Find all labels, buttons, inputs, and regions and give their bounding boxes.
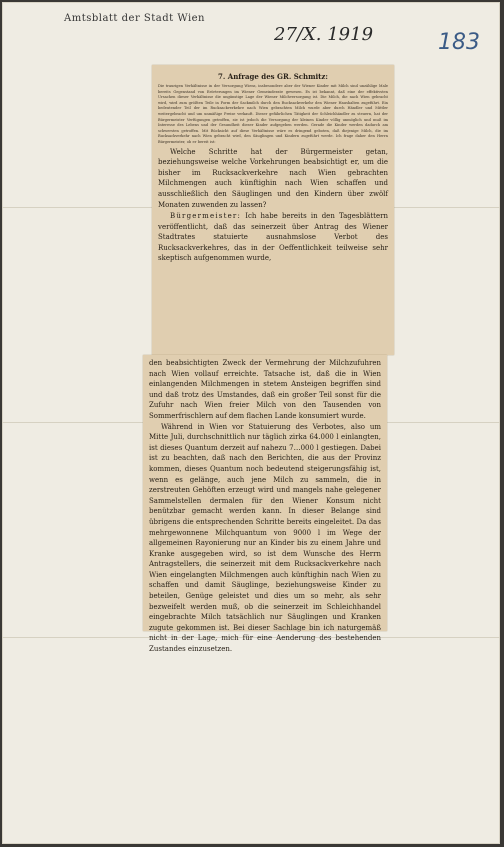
mayor-answer: [158, 211, 388, 264]
clipping-title: 7. Anfrage des GR. Schmitz:: [218, 72, 328, 81]
archive-sheet: [2, 2, 500, 844]
answer-speaker-label: Bürgermeister:: [170, 212, 242, 221]
newspaper-clipping-top: [152, 65, 394, 355]
answer-text: Ich habe bereits in den Tagesblättern veröffentlicht, daß das seinerzeit über Antrag des Wiener Stadtrates statuierte ausnahmslose Verbot des Rucksackverkehres, das in der Oeffentlichkeit teilweise sehr skeptisch aufgenommen wurde,: [158, 212, 388, 263]
answer-continuation: den beabsichtigten Zweck der Vermehrung der Milchzufuhren nach Wien vollauf erreichte. Tatsache ist, daß die in Wien einlangenden Milchmengen in stetem Ansteigen begriffen sind und daß trotz des Umstandes, daß ein großer Teil sonst für die Zufuhr nach Wien freier Milch von den Tausenden von Sommerfrischlern auf dem flachen Lande konsumiert wurde.: [149, 359, 381, 420]
inquiry-question: Welche Schritte hat der Bürgermeister getan, beziehungsweise welche Vorkehrungen beabsichtigt er, um die bisher im Rucksackverkehre nach Wien gebrachten Milchmengen auch künftighin nach Wien schaffen und ausschließlich den Säuglingen und den Kindern über zwölf Monaten zuwenden zu lassen?: [158, 147, 388, 209]
gazette-header: Amtsblatt der Stadt Wien: [64, 13, 205, 24]
handwritten-date: 27/X. 1919: [274, 24, 374, 45]
inquiry-intro-text: Die traurigen Verhältnisse in der Versorgung Wiens, insbesondere aber der Wiener Kinder mit Milch sind unzählige Male bereits Gegenstand von Erörterungen im Wiener Gemeinderate gewesen. Es ist bekannt, daß eine der effektivsten Ursachen dieser Verhältnisse die ungünstige Lage der Wiener Milchversorgung ist. Die Milch, die nach Wien gebracht wird, wird zum größten Teile in Form der Sackmilch durch den Rucksackverkehr den Wiener Haushalten zugeführt. Ein bedeutender Teil der im Rucksackverkehre nach Wien gebrachten Milch wurde aber durch Händler und Mittler weitergebracht und um unmäßige Preise verkauft. Dieser gefährlichen Tätigkeit der Schleichhändler zu steuern, hat der Bürgermeister Verfügungen getroffen, sie ist jedoch die Versorgung der kleinen Kinder völlig unmöglich und muß im Interesse des Lebens und der Gesundheit dieser Kinder aufgegeben werden. Gerade die Kinder werden dadurch am schwersten getroffen. Mit Rücksicht auf diese Verhältnisse wäre es dringend geboten, daß diejenige Milch, die im Rucksackverkehr nach Wien gebracht wird, den Säuglingen und Kindern zugeführt werde. Ich frage daher den Herrn Bürgermeister, ob er bereit ist:: [158, 84, 388, 144]
newspaper-clipping-bottom: [143, 355, 387, 654]
answer-paragraph-2: Während in Wien vor Statuierung des Verbotes, also um Mitte Juli, durchschnittlich nur täglich zirka 64.000 l einlangten, ist dieses Quantum derzeit auf nahezu 7…000 l gestiegen. Dabei ist zu beachten, daß nach den Berichten, die aus der Provinz kommen, dieses Quantum noch bedeutend steigerungsfähig ist, wenn es gelänge, auch jene Milch zu sammeln, die in zerstreuten Gehöften erzeugt wird und mangels nahe gelegener Sammelstellen dermalen für den Wiener Konsum nicht benützbar gemacht werden kann. In dieser Belange sind übrigens die entsprechenden Schritte bereits eingeleitet. Da das mehrgewonnene Milchquantum von 9000 l im Wege der allgemeinen Rayonierung nur an Kinder bis zu einem Jahre und Kranke ausgegeben wird, so ist dem Wunsche des Herrn Antragstellers, die seinerzeit mit dem Rucksackverkehre nach Wien eingelangten Milchmengen auch künftighin nach Wien zu schaffen und damit Säuglinge, beziehungsweise Kinder zu beteilen, Genüge geleistet und dies um so mehr, als sehr bezweifelt werden muß, ob die seinerzeit im Schleichhandel eingebrachte Milch tatsächlich nur Säuglingen und Kranken zugute gekommen ist. Bei dieser Sachlage bin ich naturgemäß nicht in der Lage, mich für eine Aenderung des bestehenden Zustandes einzusetzen.: [149, 422, 381, 654]
handwritten-page-number: 183: [438, 30, 480, 55]
